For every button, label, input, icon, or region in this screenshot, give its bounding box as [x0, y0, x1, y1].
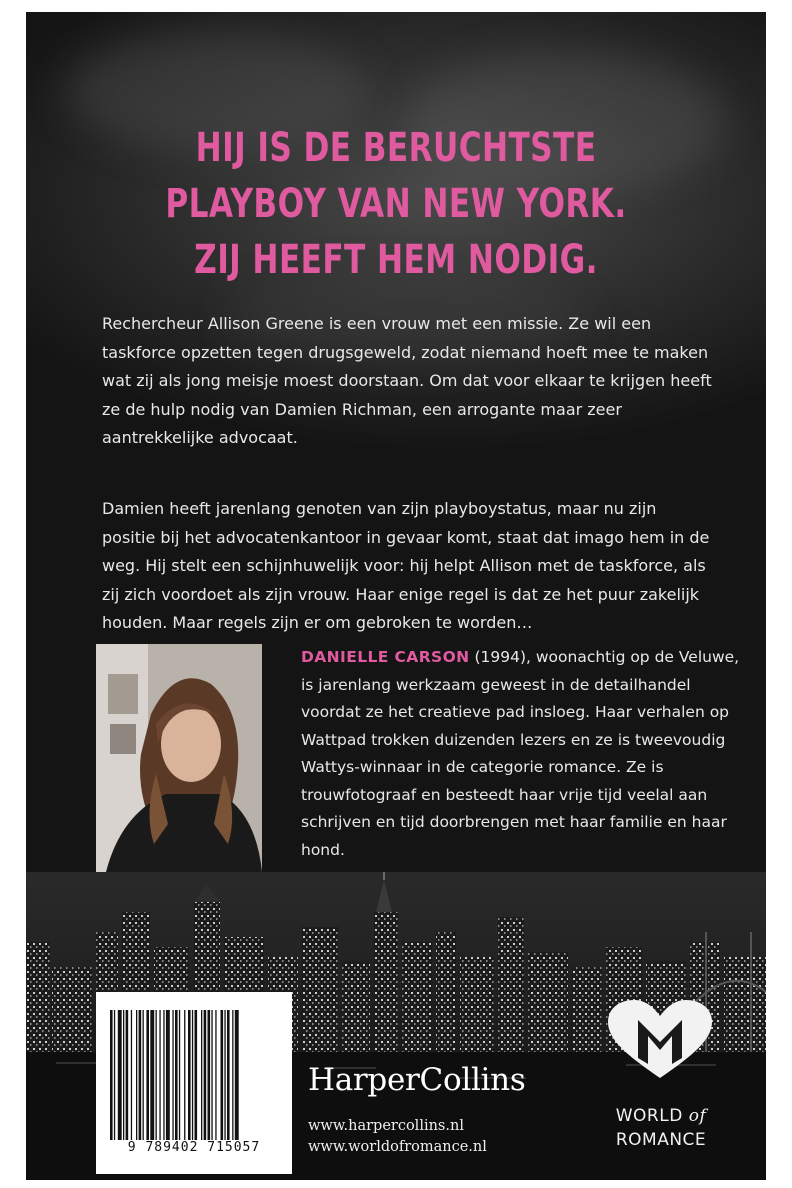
blurb-paragraph-1	[102, 310, 714, 453]
imprint-name-line-2: ROMANCE	[615, 1130, 707, 1150]
blurb-text: Rechercheur Allison Greene is een vrouw met een missie. Ze wil een taskforce opzetten tegen drugsgeweld, zodat niemand hoeft mee te maken wat zij als jong meisje moest doorstaan. Om dat voor elkaar te krijgen heeft ze de hulp nodig van Damien Richman, een arrogante maar zeer aantrekkelijke advocaat.	[102, 314, 712, 448]
imprint-word-of: of	[688, 1106, 707, 1126]
author-bio	[301, 644, 741, 864]
publisher-name: HarperCollins	[308, 1062, 526, 1098]
publisher-url: www.harpercollins.nl	[308, 1118, 464, 1134]
imprint-url: www.worldofromance.nl	[308, 1139, 487, 1155]
headline-line-3: ZIJ HEEFT HEM NODIG.	[194, 237, 598, 283]
author-portrait-image	[96, 644, 262, 872]
headline	[139, 120, 654, 288]
isbn-number: 9 789402 715057	[127, 1140, 261, 1155]
headline-line-1: HIJ IS DE BERUCHTSTE	[195, 125, 597, 171]
blurb-paragraph-2	[102, 495, 714, 638]
book-back-cover	[26, 12, 766, 1180]
headline-line-2: PLAYBOY VAN NEW YORK.	[165, 181, 627, 227]
barcode-panel	[96, 992, 292, 1174]
imprint-name-line-1	[586, 1106, 736, 1126]
author-bio-text: (1994), woonachtig op de Veluwe, is jarenlang werkzaam geweest in de detailhandel voordat ze het creatieve pad insloeg. Haar verhalen op Wattpad trokken duizenden lezers en ze is tweevoudig Wattys-winnaar in de categorie romance. Ze is trouwfotograaf en besteedt haar vrije tijd veelal aan schrijven en tijd doorbrengen met haar familie en haar hond.	[301, 648, 740, 859]
author-photo	[96, 644, 262, 872]
blurb-text: Damien heeft jarenlang genoten van zijn playboystatus, maar nu zijn positie bij het advocatenkantoor in gevaar komt, staat dat imago hem in de weg. Hij stelt een schijnhuwelijk voor: hij helpt Allison met de taskforce, als zij zich voordoet als zijn vrouw. Haar enige regel is dat ze het puur zakelijk houden. Maar regels zijn er om gebroken te worden…	[102, 499, 710, 633]
heart-logo-icon	[608, 1000, 712, 1080]
barcode-image	[108, 1010, 280, 1140]
author-name: DANIELLE CARSON	[301, 648, 470, 666]
imprint-word-world: WORLD	[615, 1106, 683, 1126]
